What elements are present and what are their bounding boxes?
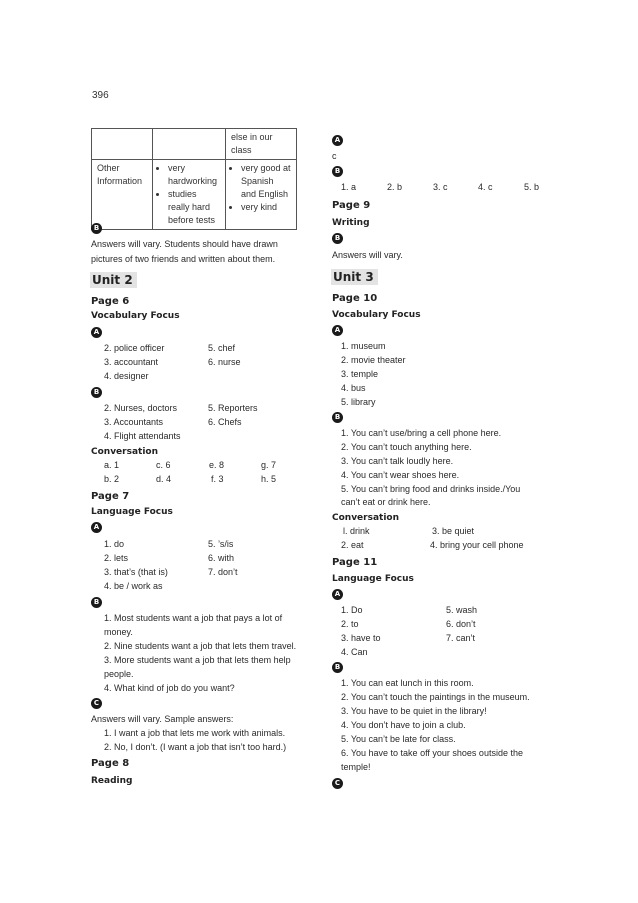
- answer-item: 1. Do: [341, 605, 363, 615]
- answer-item: b. 2: [104, 474, 120, 484]
- answer-item: 1. a: [341, 182, 357, 192]
- answer-item: 2. No, I don’t. (I want a job that isn’t too hard.): [104, 742, 287, 752]
- answer-item: people.: [104, 669, 134, 679]
- section-heading: Language Focus: [332, 574, 414, 584]
- list-item: • very good at Spanish and English: [241, 162, 291, 201]
- answer-item: 3. You have to be quiet in the library!: [341, 706, 487, 716]
- answer-note: Answers will vary. Sample answers:: [91, 714, 234, 724]
- answer-item: 5. You can’t bring food and drinks inside./You: [341, 484, 521, 494]
- answer-item: d. 4: [156, 474, 172, 484]
- section-heading: Conversation: [91, 447, 159, 457]
- page-heading: Page 10: [332, 293, 378, 304]
- answer-item: 1. You can’t use/bring a cell phone here.: [341, 428, 502, 438]
- section-b-badge: B: [91, 597, 102, 608]
- table-cell: [226, 129, 297, 160]
- answer-item: 4. What kind of job do you want?: [104, 683, 235, 693]
- section-heading: Reading: [91, 776, 133, 786]
- info-table: [91, 128, 297, 230]
- answer-item: 6. Chefs: [208, 417, 242, 427]
- answer-item: 4. bring your cell phone: [430, 540, 524, 550]
- page-heading: Page 7: [91, 491, 130, 502]
- page-number: 396: [92, 90, 109, 101]
- section-b-badge: B: [332, 233, 343, 244]
- answer-item: 4. Flight attendants: [104, 431, 181, 441]
- answer-item: 2. to: [341, 619, 359, 629]
- answer-item: can’t eat or drink here.: [341, 497, 431, 507]
- page-heading: Page 11: [332, 557, 378, 568]
- answer-item: 6. with: [208, 553, 235, 563]
- section-c-badge: C: [332, 778, 343, 789]
- answer-item: 3. c: [433, 182, 448, 192]
- answer-item: 5. b: [524, 182, 540, 192]
- answer-item: a. 1: [104, 460, 120, 470]
- list-item: • studies really hard before tests: [168, 188, 220, 227]
- answer-item: 3. be quiet: [432, 526, 475, 536]
- table-cell: [92, 129, 153, 160]
- section-b-badge: B: [332, 412, 343, 423]
- section-c-badge: C: [91, 698, 102, 709]
- answer-item: 4. You don’t have to join a club.: [341, 720, 466, 730]
- table-cell: [153, 160, 226, 230]
- page-heading: Page 8: [91, 758, 130, 769]
- answer-item: 5. library: [341, 397, 376, 407]
- answer-item: 2. eat: [341, 540, 364, 550]
- answer-item: 6. You have to take off your shoes outside the: [341, 748, 523, 758]
- answer-item: 5. wash: [446, 605, 478, 615]
- answer-item: temple!: [341, 762, 371, 772]
- section-a-badge: A: [91, 522, 102, 533]
- answer-item: c. 6: [156, 460, 171, 470]
- answer-note: pictures of two friends and written about them.: [91, 254, 276, 264]
- answer-item: 3. that’s (that is): [104, 567, 168, 577]
- unit-heading: Unit 2: [90, 272, 137, 288]
- answer-item: 3. temple: [341, 369, 379, 379]
- answer-item: 3. Accountants: [104, 417, 164, 427]
- section-heading: Vocabulary Focus: [91, 311, 180, 321]
- answer-item: e. 8: [209, 460, 225, 470]
- page-heading: Page 9: [332, 200, 371, 211]
- answer-item: l. drink: [343, 526, 370, 536]
- answer-item: 1. do: [104, 539, 125, 549]
- section-a-badge: A: [332, 589, 343, 600]
- answer-item: 6. nurse: [208, 357, 241, 367]
- answer-item: 1. You can eat lunch in this room.: [341, 678, 474, 688]
- section-heading: Language Focus: [91, 507, 173, 517]
- answer-item: 1. Most students want a job that pays a lot of: [104, 613, 283, 623]
- section-heading: Vocabulary Focus: [332, 310, 421, 320]
- answer-item: 4. c: [478, 182, 493, 192]
- answer-item: 2. You can’t touch the paintings in the museum.: [341, 692, 530, 702]
- section-b-badge: B: [91, 387, 102, 398]
- answer-item: 4. bus: [341, 383, 366, 393]
- answer-item: 5. ’s/is: [208, 539, 234, 549]
- page-heading: Page 6: [91, 296, 130, 307]
- table-row-label: Other Information: [97, 163, 143, 186]
- answer-item: 2. movie theater: [341, 355, 406, 365]
- answer-note: Answers will vary.: [332, 250, 403, 260]
- section-b-badge: B: [332, 166, 343, 177]
- section-heading: Conversation: [332, 513, 400, 523]
- table-cell: [153, 129, 226, 160]
- section-a-badge: A: [91, 327, 102, 338]
- answer-item: 3. You can’t talk loudly here.: [341, 456, 454, 466]
- answer-item: f. 3: [211, 474, 224, 484]
- section-a-badge: A: [332, 135, 343, 146]
- unit-heading: Unit 3: [331, 269, 378, 285]
- answer-item: 5. chef: [208, 343, 236, 353]
- answer-item: 1. museum: [341, 341, 386, 351]
- answer-item: 4. Can: [341, 647, 368, 657]
- answer-item: 5. You can’t be late for class.: [341, 734, 456, 744]
- answer-item: 4. be / work as: [104, 581, 163, 591]
- answer-item: 4. designer: [104, 371, 149, 381]
- table-cell-text: else in our class: [231, 132, 273, 155]
- answer-note: Answers will vary. Students should have drawn: [91, 239, 278, 249]
- answer-item: h. 5: [261, 474, 277, 484]
- answer-item: g. 7: [261, 460, 277, 470]
- answer-item: c: [332, 151, 337, 161]
- answer-item: 3. accountant: [104, 357, 159, 367]
- list-item: • very kind: [241, 201, 291, 214]
- section-a-badge: A: [332, 325, 343, 336]
- answer-item: 2. You can’t touch anything here.: [341, 442, 472, 452]
- table-cell: [226, 160, 297, 230]
- answer-item: money.: [104, 627, 133, 637]
- section-b-badge: B: [332, 662, 343, 673]
- section-heading: Writing: [332, 218, 370, 228]
- answer-item: 7. can’t: [446, 633, 476, 643]
- answer-item: 2. Nurses, doctors: [104, 403, 178, 413]
- list-item: • very hardworking: [168, 162, 220, 188]
- answer-item: 6. don’t: [446, 619, 476, 629]
- answer-item: 5. Reporters: [208, 403, 258, 413]
- answer-item: 2. lets: [104, 553, 129, 563]
- answer-item: 3. More students want a job that lets them help: [104, 655, 291, 665]
- answer-item: 2. Nine students want a job that lets them travel.: [104, 641, 297, 651]
- table-cell: [92, 160, 153, 230]
- section-b-badge: B: [91, 223, 102, 234]
- answer-item: 7. don’t: [208, 567, 238, 577]
- answer-item: 3. have to: [341, 633, 381, 643]
- answer-item: 2. b: [387, 182, 403, 192]
- answer-item: 2. police officer: [104, 343, 165, 353]
- answer-item: 4. You can’t wear shoes here.: [341, 470, 460, 480]
- answer-item: 1. I want a job that lets me work with animals.: [104, 728, 286, 738]
